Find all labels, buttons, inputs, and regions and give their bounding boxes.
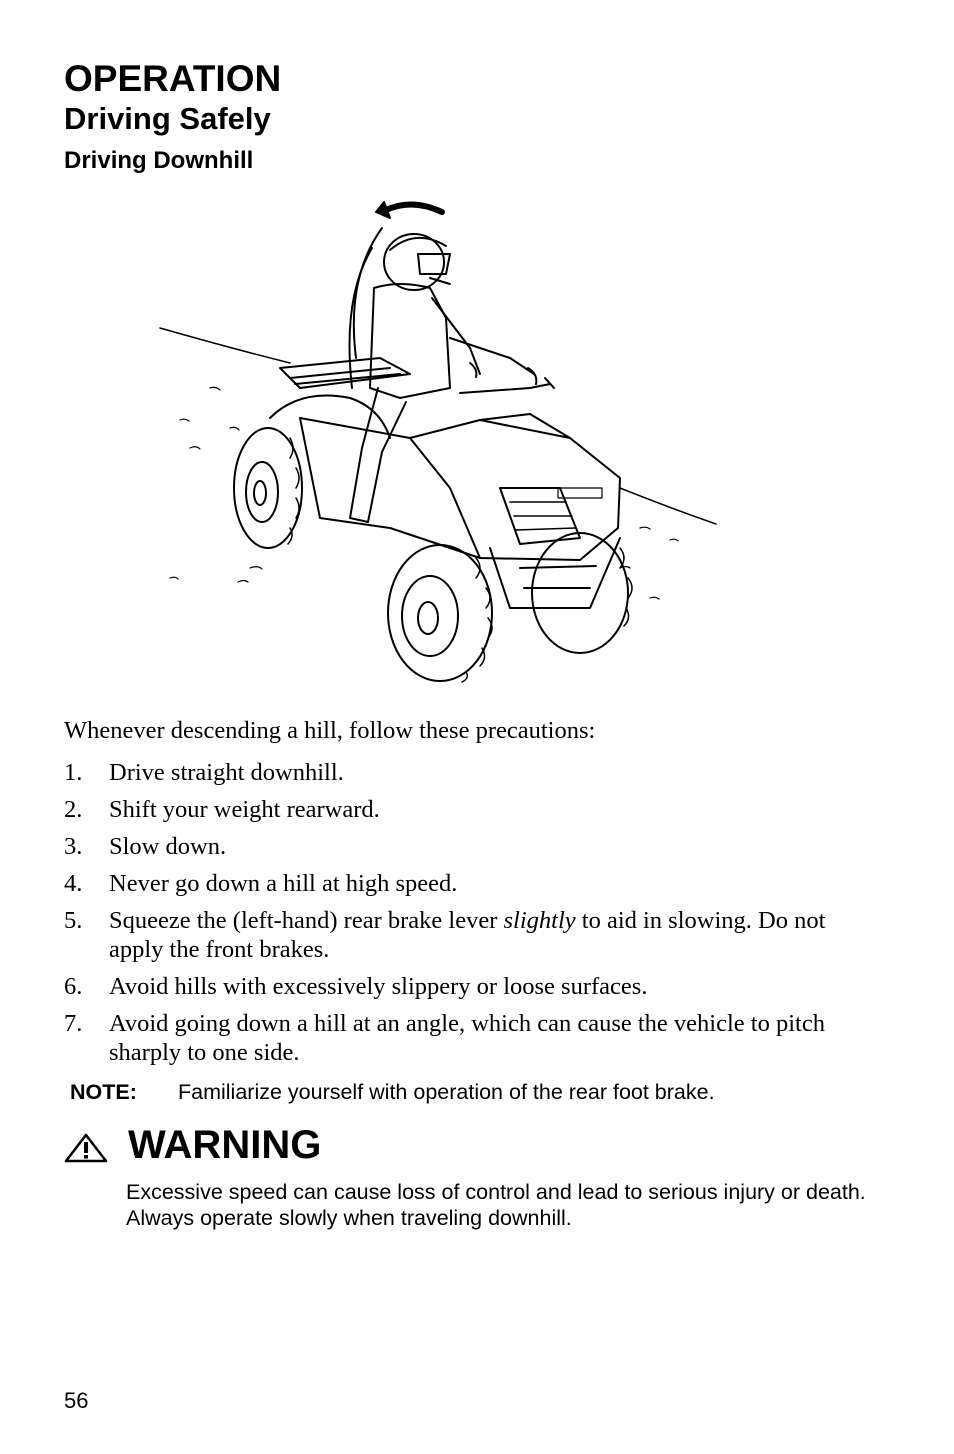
intro-text: Whenever descending a hill, follow these precautions: — [64, 717, 596, 744]
list-item: 4. Never go down a hill at high speed. — [64, 870, 458, 897]
note-text: Familiarize yourself with operation of the rear foot brake. — [178, 1080, 715, 1104]
emphasis-text: slightly — [503, 907, 576, 934]
warning-triangle-icon — [64, 1133, 108, 1163]
note-label: NOTE: — [70, 1080, 137, 1104]
precautions-list — [64, 758, 884, 1075]
warning-text: Excessive speed can cause loss of control and lead to serious injury or death. Always operate slowly when traveling downhill. — [126, 1180, 866, 1230]
atv-rider-downhill-illustration — [150, 188, 730, 688]
subsection-title: Driving Safely — [64, 101, 271, 136]
page-number: 56 — [64, 1388, 89, 1413]
list-item: 1. Drive straight downhill. — [64, 759, 344, 786]
topic-title: Driving Downhill — [64, 147, 254, 174]
list-item: 3. Slow down. — [64, 833, 227, 860]
list-item: 5. Squeeze the (left‑hand) rear brake lever slightly to aid in slowing. Do not apply the front brakes. — [64, 907, 826, 963]
warning-title: WARNING — [128, 1123, 322, 1167]
list-item: 2. Shift your weight rearward. — [64, 796, 380, 823]
note — [70, 1078, 715, 1106]
list-item: 6. Avoid hills with excessively slippery or loose surfaces. — [64, 973, 648, 1000]
list-item: 7. Avoid going down a hill at an angle, which can cause the vehicle to pitch sharply to one side. — [64, 1010, 825, 1066]
section-title: OPERATION — [64, 58, 282, 99]
